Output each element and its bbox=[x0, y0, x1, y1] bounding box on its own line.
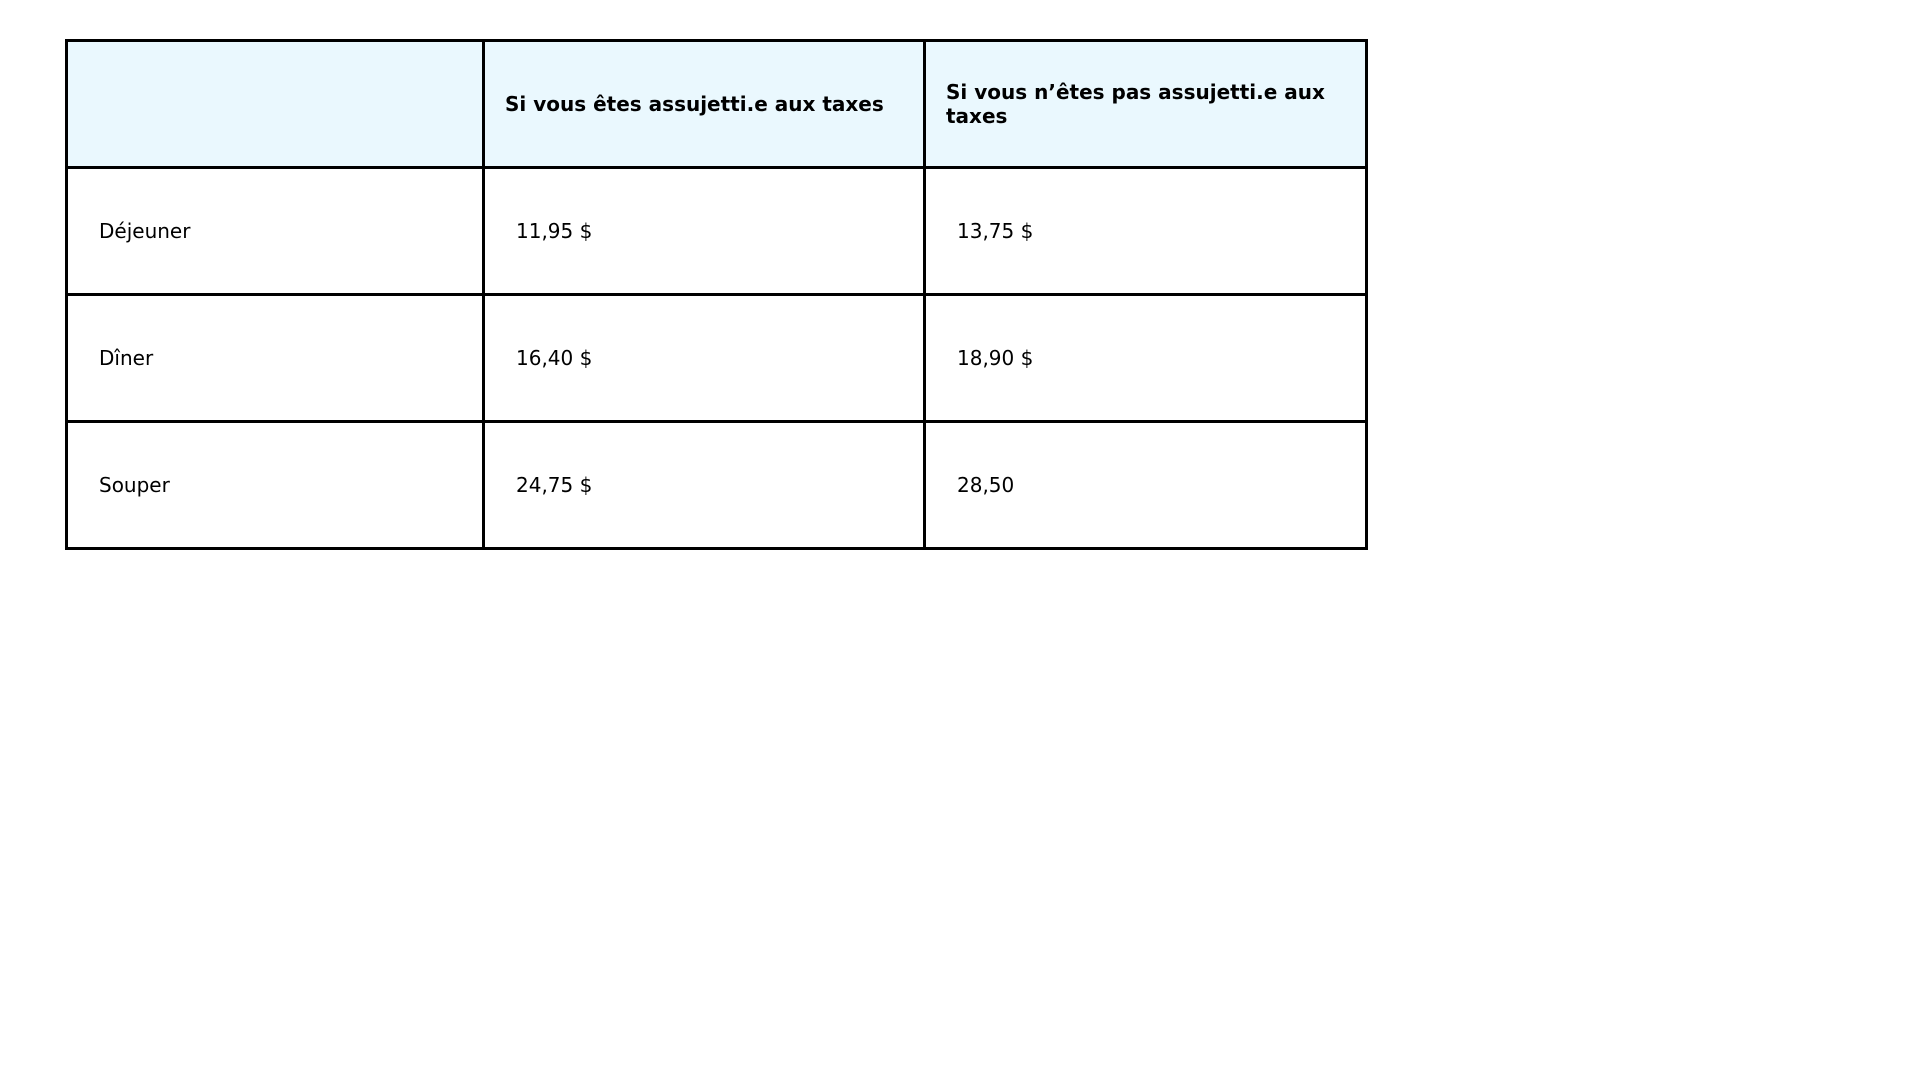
meal-name-cell: Souper bbox=[67, 422, 484, 549]
price-not-taxable-cell: 18,90 $ bbox=[925, 295, 1367, 422]
price-taxable-cell: 11,95 $ bbox=[484, 168, 925, 295]
header-cell-empty bbox=[67, 41, 484, 168]
header-row bbox=[67, 41, 1367, 168]
table-row bbox=[67, 168, 1367, 295]
price-not-taxable-cell: 28,50 bbox=[925, 422, 1367, 549]
table-body bbox=[67, 168, 1367, 549]
table-row bbox=[67, 422, 1367, 549]
price-not-taxable-cell: 13,75 $ bbox=[925, 168, 1367, 295]
header-cell-taxable: Si vous êtes assujetti.e aux taxes bbox=[484, 41, 925, 168]
meal-name-cell: Déjeuner bbox=[67, 168, 484, 295]
table-header bbox=[67, 41, 1367, 168]
price-taxable-cell: 16,40 $ bbox=[484, 295, 925, 422]
meal-name-cell: Dîner bbox=[67, 295, 484, 422]
meal-price-table bbox=[65, 39, 1368, 550]
table-row bbox=[67, 295, 1367, 422]
price-taxable-cell: 24,75 $ bbox=[484, 422, 925, 549]
header-cell-not-taxable: Si vous n’êtes pas assujetti.e aux taxes bbox=[925, 41, 1367, 168]
